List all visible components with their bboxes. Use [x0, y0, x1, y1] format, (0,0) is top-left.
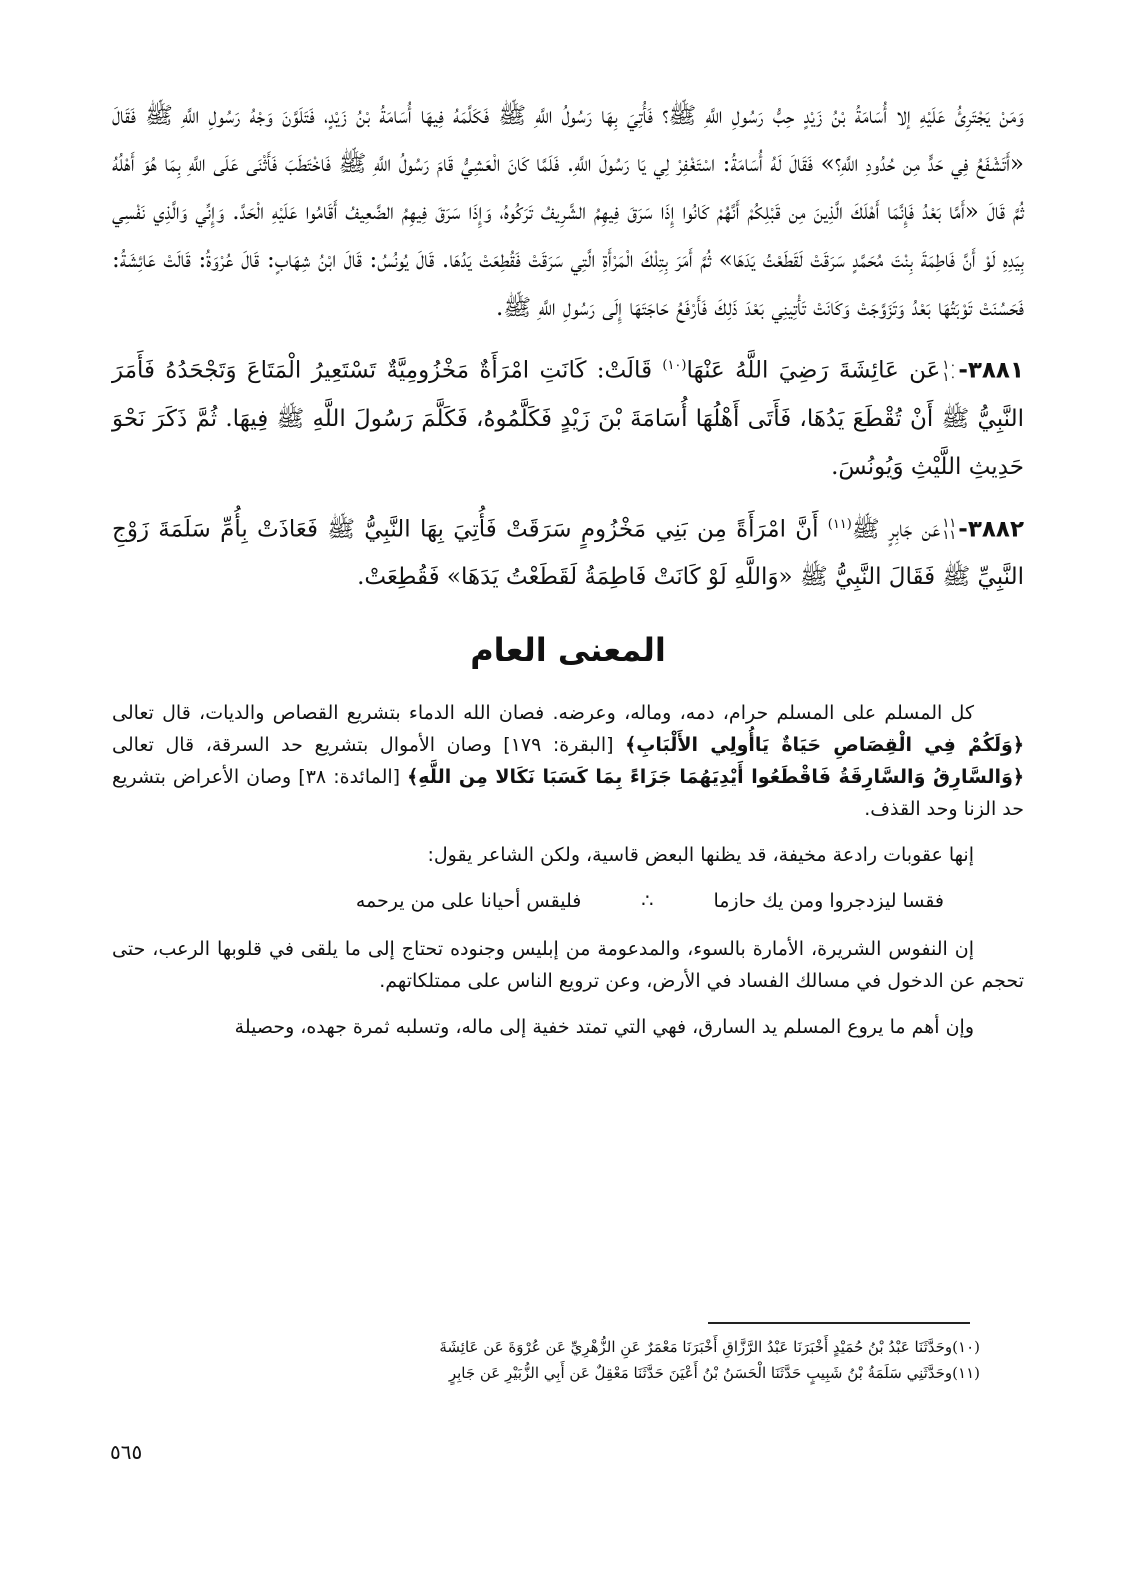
- footnote-ref: (١٠): [662, 358, 687, 373]
- hadith-sub-number: [942, 518, 956, 542]
- sub-number-top: ١١: [942, 516, 957, 532]
- page-number: ٥٦٥: [110, 1440, 143, 1464]
- poem-verse: [112, 885, 944, 917]
- footnote-10: (١٠)وحَدَّثَنَا عَبْدُ بْنُ حُمَيْدٍ أَخْبَرَنَا عَبْدُ الرَّزَّاقِ أَخْبَرَنَا مَعْمَرٌ عَنِ الزُّهْرِيِّ عَن عُرْوَةَ عَن عَائِشَةَ: [439, 1338, 980, 1356]
- hadith-3882-text: [112, 501, 1024, 602]
- hadith-body: قَالَتْ: كَانَتِ امْرَأَةٌ مَخْزُومِيَّةٌ تَسْتَعِيرُ الْمَتَاعَ وَتَجْحَدُهُ فَأَمَرَ النَّبِيُّ ﷺ أَنْ تُقْطَعَ يَدُهَا، فَأَتَى أَهْلُهَا أُسَامَةَ بْنَ زَيْدٍ فَكَلَّمُوهُ، فَكَلَّمَ رَسُولَ اللَّهِ ﷺ فِيهَا. ثُمَّ ذَكَرَ نَحْوَ حَدِيثِ اللَّيْثِ وَيُونُسَ.: [112, 357, 1024, 480]
- quran-verse: ﴿وَلَكُمْ فِي الْقِصَاصِ حَيَاةٌ يَاأُولِي الأَلْبَابِ﴾: [625, 734, 1024, 757]
- general-meaning-section: [112, 697, 1024, 1043]
- hadith-3881-text: [112, 342, 1024, 491]
- hadith-continuation: [112, 92, 1024, 332]
- hadith-narrator: عَن جَابِرٍ ﷺ: [851, 516, 941, 543]
- hadith-body: أَنَّ امْرَأَةً مِن بَنِي مَخْزُومٍ سَرَقَتْ فَأُتِيَ بِهَا النَّبِيُّ ﷺ فَعَاذَتْ بِأُمِّ سَلَمَةَ زَوْجِ النَّبِيِّ ﷺ فَقَالَ النَّبِيُّ ﷺ «وَاللَّهِ لَوْ كَانَتْ فَاطِمَةُ لَقَطَعْتُ يَدَهَا» فَقُطِعَتْ.: [112, 516, 1024, 591]
- hadith-3881: [112, 342, 1024, 491]
- page-body: [112, 92, 1024, 1057]
- maana-paragraph-4: وإن أهم ما يروع المسلم يد السارق، فهي التي تمتد خفية إلى ماله، وتسلبه ثمرة جهده، وحصيلة: [234, 1016, 974, 1039]
- text-run: كل المسلم على المسلم حرام، دمه، وماله، وعرضه. فصان الله الدماء بتشريع القصاص والديات، قال تعالى: [112, 702, 974, 725]
- poem-hemistich-right: فقسا ليزدجروا ومن يك حازما: [713, 890, 944, 913]
- hadith-continuation-text: وَمَنْ يَجْتَرِئُ عَلَيْهِ إلا أُسَامَةُ بْنُ زَيْدٍ حِبُّ رَسُولِ اللَّهِ ﷺ؟ فَأُتِيَ بِهَا رَسُولُ اللَّهِ ﷺ فَكَلَّمَهُ فِيهَا أُسَامَةُ بْنُ زَيْدٍ، فَتَلَوَّنَ وَجْهُ رَسُولِ اللَّهِ ﷺ فَقَالَ «أَتَشْفَعُ فِي حَدٍّ مِن حُدُودِ اللَّهِ؟» فَقَالَ لَهُ أُسَامَةُ: اسْتَغْفِرْ لِي يَا رَسُولَ اللَّهِ. فَلَمَّا كَانَ الْعَشِيُّ قَامَ رَسُولُ اللَّهِ ﷺ فَاخْتَطَبَ فَأَثْنَى عَلَى اللَّهِ بِمَا هُوَ أَهْلُهُ ثُمَّ قَالَ «أَمَّا بَعْدُ فَإِنَّمَا أَهْلَكَ الَّذِينَ مِن قَبْلِكُمْ أَنَّهُمْ كَانُوا إِذَا سَرَقَ فِيهِمُ الشَّرِيفُ تَرَكُوهُ، وَإِذَا سَرَقَ فِيهِمُ الضَّعِيفُ أَقَامُوا عَلَيْهِ الْحَدَّ. وَإِنِّي وَالَّذِي نَفْسِي بِيَدِهِ لَوْ أَنَّ فَاطِمَةَ بِنْتَ مُحَمَّدٍ سَرَقَتْ لَقَطَعْتُ يَدَهَا» ثُمَّ أَمَرَ بِتِلْكَ الْمَرْأَةِ الَّتِي سَرَقَتْ فَقُطِعَتْ يَدُهَا. قَالَ يُونُسُ: قَالَ ابْنُ شِهَابٍ: قَالَ عُرْوَةُ: قَالَتْ عَائِشَةُ: فَحَسُنَتْ تَوْبَتُهَا بَعْدُ وَتَزَوَّجَتْ وَكَانَتْ تَأْتِينِي بَعْدَ ذَلِكَ فَأَرْفَعُ حَاجَتَهَا إِلَى رَسُولِ اللَّهِ ﷺ.: [112, 103, 1024, 321]
- quran-verse: ﴿وَالسَّارِقُ وَالسَّارِقَةُ فَاقْطَعُوا أَيْدِيَهُمَا جَزَاءً بِمَا كَسَبَا نَكَالا مِن اللَّهِ﴾: [407, 766, 1025, 789]
- text-run: [البقرة: ١٧٩] وصان الأموال بتشريع حد السرقة، قال تعالى: [112, 734, 626, 757]
- hadith-narrator: عَن عَائِشَةَ رَضِيَ اللَّهُ عَنْهَا: [686, 357, 941, 384]
- footnote-ref: (١١): [827, 516, 852, 532]
- footnote-divider: [708, 1322, 970, 1324]
- sub-number-top: ١٠: [942, 357, 957, 373]
- sub-number-bottom: ١٠: [942, 369, 957, 385]
- maana-paragraph-2: إنها عقوبات رادعة مخيفة، قد يظنها البعض قاسية، ولكن الشاعر يقول:: [427, 844, 974, 867]
- maana-paragraph-3: إن النفوس الشريرة، الأمارة بالسوء، والمدعومة من إبليس وجنوده تحتاج إلى ما يلقى في قلوبها الرعب، حتى تحجم عن الدخول في مسالك الفساد في الأرض، وعن ترويع الناس على ممتلكاتهم.: [112, 938, 1024, 993]
- hadith-number: ٣٨٨١-: [958, 357, 1025, 384]
- poem-separator: ∴: [641, 890, 654, 913]
- section-title: المعنى العام: [470, 631, 666, 670]
- maana-paragraph-1: [112, 697, 1024, 825]
- hadith-3882: [112, 501, 1024, 602]
- hadith-number: ٣٨٨٢-: [958, 516, 1024, 543]
- footnotes: [150, 1334, 980, 1386]
- footnote-11: (١١)وحَدَّثَنِي سَلَمَةُ بْنُ شَبِيبٍ حَدَّثَنَا الْحَسَنُ بْنُ أَعْيَنَ حَدَّثَنَا مَعْقِلٌ عَن أَبِي الزُّبَيْرِ عَن جَابِرٍ: [448, 1364, 980, 1382]
- poem-hemistich-left: فليقس أحيانا على من يرحمه: [355, 890, 582, 913]
- text-run: [المائدة: ٣٨] وصان الأعراض بتشريع حد الزنا وحد القذف.: [112, 766, 1024, 821]
- hadith-sub-number: [942, 357, 957, 385]
- sub-number-bottom: ١١: [942, 528, 957, 544]
